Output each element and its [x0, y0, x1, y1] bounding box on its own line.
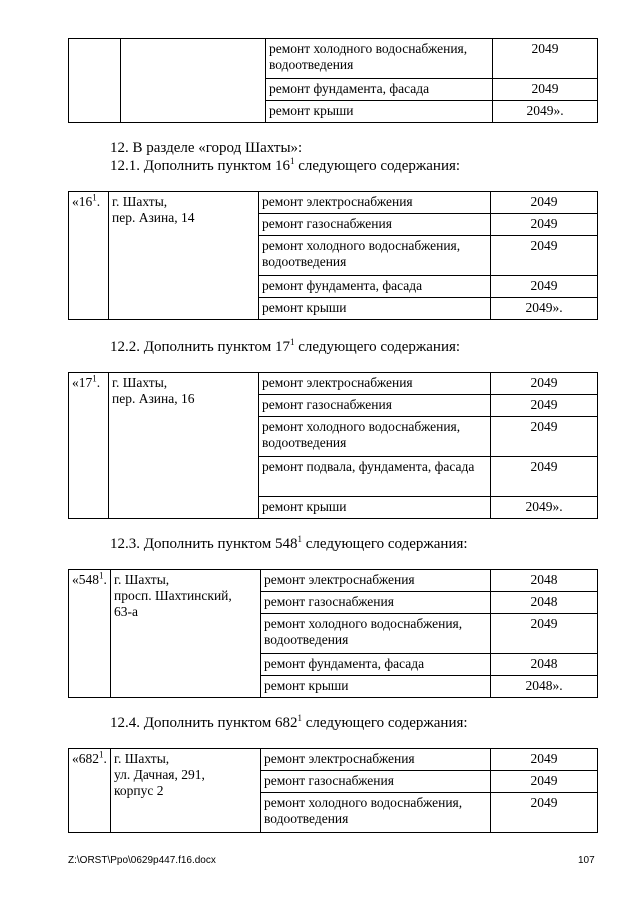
year-cell: 2049».	[491, 497, 598, 519]
year-cell: 2049	[491, 614, 598, 654]
work-cell: ремонт крыши	[261, 676, 491, 698]
footer-path: Z:\ORST\Ppo\0629p447.f16.docx	[68, 855, 216, 866]
item-16-table	[68, 191, 598, 320]
year-cell: 2048	[491, 592, 598, 614]
work-cell: ремонт холодного водоснабжения, водоотведения	[259, 417, 491, 457]
number-text: «16	[72, 194, 93, 209]
year-cell: 2049	[491, 417, 598, 457]
subsection-prefix: 12.1. Дополнить пунктом 16	[110, 158, 290, 174]
subsection-suffix: следующего содержания:	[301, 715, 468, 731]
year-cell: 2049	[491, 457, 598, 497]
continuation-table	[68, 38, 598, 123]
work-cell: ремонт фундамента, фасада	[259, 276, 491, 298]
year-cell: 2048».	[491, 676, 598, 698]
item-548-table	[68, 569, 598, 698]
number-text: «548	[72, 572, 99, 587]
work-cell: ремонт газоснабжения	[259, 395, 491, 417]
superscript: 1	[297, 534, 302, 544]
work-cell: ремонт электроснабжения	[261, 570, 491, 592]
year-cell: 2049	[491, 749, 598, 771]
address-cell	[121, 39, 266, 123]
item-number	[69, 373, 109, 519]
subsection-12-1	[110, 157, 460, 175]
superscript: 1	[297, 713, 302, 723]
subsection-prefix: 12.3. Дополнить пунктом 548	[110, 536, 298, 552]
work-cell: ремонт электроснабжения	[259, 192, 491, 214]
item-682-table	[68, 748, 598, 833]
section-heading: 12. В разделе «город Шахты»:	[110, 140, 303, 156]
subsection-prefix: 12.4. Дополнить пунктом 682	[110, 715, 298, 731]
year-cell: 2049».	[491, 298, 598, 320]
number-text: «682	[72, 751, 99, 766]
number-cell	[69, 39, 121, 123]
superscript: 1	[99, 570, 104, 581]
subsection-12-4	[110, 714, 468, 732]
subsection-prefix: 12.2. Дополнить пунктом 17	[110, 339, 290, 355]
work-cell: ремонт газоснабжения	[261, 592, 491, 614]
subsection-12-3	[110, 535, 468, 553]
superscript: 1	[289, 337, 295, 347]
work-cell: ремонт холодного водоснабжения, водоотведения	[259, 236, 491, 276]
work-cell: ремонт крыши	[266, 101, 493, 123]
year-cell: 2049».	[493, 101, 598, 123]
page-number: 107	[578, 855, 595, 866]
work-cell: ремонт крыши	[259, 497, 491, 519]
work-cell: ремонт фундамента, фасада	[266, 79, 493, 101]
year-cell: 2049	[491, 771, 598, 793]
subsection-12-2	[110, 338, 460, 356]
item-number	[69, 749, 111, 833]
number-dot: .	[96, 375, 101, 390]
item-17-table	[68, 372, 598, 519]
item-address: г. Шахты, ул. Дачная, 291, корпус 2	[111, 749, 261, 833]
superscript: 1	[99, 749, 104, 760]
year-cell: 2049	[491, 236, 598, 276]
work-cell: ремонт крыши	[259, 298, 491, 320]
item-number	[69, 192, 109, 320]
work-cell: ремонт подвала, фундамента, фасада	[259, 457, 491, 497]
year-cell: 2049	[493, 39, 598, 79]
superscript: 1	[92, 373, 97, 384]
year-cell: 2049	[491, 192, 598, 214]
work-cell: ремонт газоснабжения	[261, 771, 491, 793]
item-address: г. Шахты, просп. Шахтинский, 63-а	[111, 570, 261, 698]
item-address: г. Шахты, пер. Азина, 16	[109, 373, 259, 519]
subsection-suffix: следующего содержания:	[294, 339, 461, 355]
work-cell: ремонт холодного водоснабжения, водоотведения	[261, 614, 491, 654]
year-cell: 2049	[491, 395, 598, 417]
item-number	[69, 570, 111, 698]
item-address: г. Шахты, пер. Азина, 14	[109, 192, 259, 320]
number-dot: .	[103, 751, 107, 766]
year-cell: 2049	[491, 214, 598, 236]
number-dot: .	[103, 572, 107, 587]
work-cell: ремонт газоснабжения	[259, 214, 491, 236]
year-cell: 2049	[493, 79, 598, 101]
number-text: «17	[72, 375, 93, 390]
number-dot: .	[96, 194, 101, 209]
year-cell: 2049	[491, 373, 598, 395]
work-cell: ремонт холодного водоснабжения, водоотведения	[266, 39, 493, 79]
work-cell: ремонт электроснабжения	[259, 373, 491, 395]
subsection-suffix: следующего содержания:	[294, 158, 461, 174]
year-cell: 2048	[491, 570, 598, 592]
subsection-suffix: следующего содержания:	[301, 536, 468, 552]
year-cell: 2049	[491, 276, 598, 298]
superscript: 1	[92, 192, 97, 203]
superscript: 1	[289, 156, 295, 166]
work-cell: ремонт электроснабжения	[261, 749, 491, 771]
year-cell: 2048	[491, 654, 598, 676]
year-cell: 2049	[491, 793, 598, 833]
work-cell: ремонт фундамента, фасада	[261, 654, 491, 676]
work-cell: ремонт холодного водоснабжения, водоотведения	[261, 793, 491, 833]
